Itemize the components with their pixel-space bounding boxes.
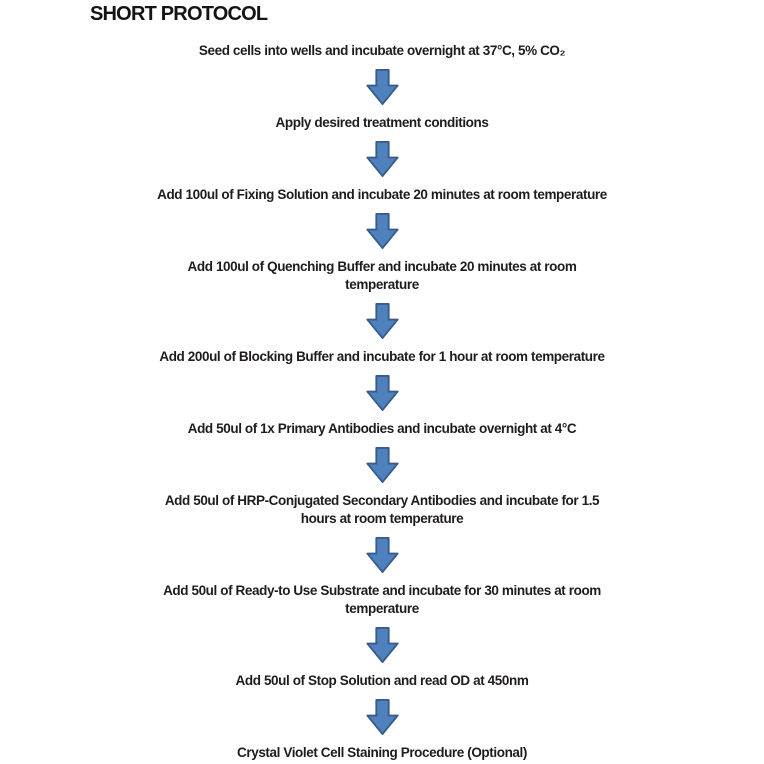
- protocol-step-text: Add 100ul of Quenching Buffer and incubate 20 minutes at room: [187, 259, 577, 274]
- protocol-step: [163, 582, 601, 618]
- page-title: SHORT PROTOCOL: [90, 3, 268, 25]
- protocol-step-text: temperature: [345, 277, 419, 292]
- protocol-step-text: Add 50ul of HRP-Conjugated Secondary Antibodies and incubate for 1.5: [164, 493, 600, 508]
- down-arrow-icon: [366, 213, 399, 249]
- protocol-step: [236, 672, 529, 690]
- protocol-step-text: Add 50ul of Stop Solution and read OD at 450nm: [235, 673, 529, 688]
- protocol-step-text: Apply desired treatment conditions: [275, 115, 489, 130]
- protocol-step-text: Add 50ul of 1x Primary Antibodies and incubate overnight at 4°C: [187, 421, 577, 436]
- down-arrow-icon: [366, 447, 399, 483]
- protocol-step: [237, 744, 527, 762]
- down-arrow-icon: [366, 141, 399, 177]
- down-arrow-icon: [366, 69, 399, 105]
- protocol-step: [157, 186, 607, 204]
- down-arrow-icon: [366, 537, 399, 573]
- protocol-step-text: Add 50ul of Ready-to Use Substrate and incubate for 30 minutes at room: [163, 583, 601, 598]
- protocol-step: [188, 420, 577, 438]
- protocol-step: [188, 258, 577, 294]
- protocol-step-text: Add 100ul of Fixing Solution and incubate 20 minutes at room temperature: [157, 187, 607, 202]
- protocol-step-text: Add 200ul of Blocking Buffer and incubate for 1 hour at room temperature: [159, 349, 605, 364]
- down-arrow-icon: [366, 303, 399, 339]
- down-arrow-icon: [366, 699, 399, 735]
- down-arrow-icon: [366, 627, 399, 663]
- protocol-step: [159, 348, 604, 366]
- protocol-step-text: temperature: [345, 601, 419, 616]
- protocol-step: [165, 492, 599, 528]
- down-arrow-icon: [366, 375, 399, 411]
- protocol-step-text: hours at room temperature: [300, 511, 464, 526]
- protocol-step-text: Seed cells into wells and incubate overnight at 37°C, 5% CO₂: [198, 43, 566, 58]
- protocol-step-text: Crystal Violet Cell Staining Procedure (Optional): [237, 745, 527, 760]
- protocol-step: [199, 42, 565, 60]
- protocol-step: [276, 114, 489, 132]
